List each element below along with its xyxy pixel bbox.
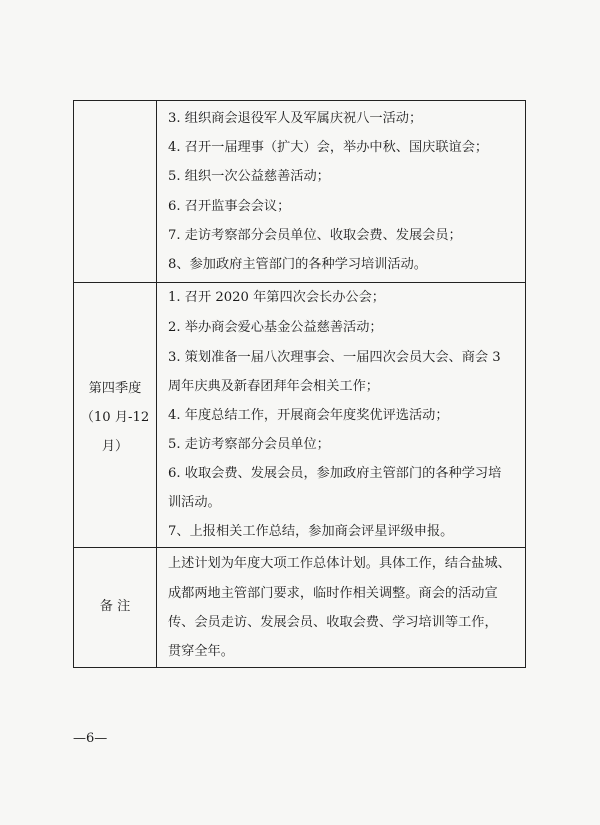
q4-line: 4. 年度总结工作，开展商会年度奖优评选活动； xyxy=(168,408,449,423)
q4-label-line: 第四季度 xyxy=(88,381,142,396)
q4-line: 训活动。 xyxy=(168,495,221,510)
q4-line: 周年庆典及新春团拜年会相关工作； xyxy=(168,379,379,394)
remarks-line: 上述计划为年度大项工作总体计划。具体工作，结合盐城、 xyxy=(168,556,511,571)
q4-line: 3. 策划准备一届八次理事会、一届四次会员大会、商会 3 xyxy=(168,350,501,365)
row-divider-q3-q4 xyxy=(74,282,525,283)
q3-item: 5. 组织一次公益慈善活动； xyxy=(168,169,330,184)
q4-label-line: （10 月-12 xyxy=(80,410,150,425)
remarks-line: 成都两地主管部门要求，临时作相关调整。商会的活动宣 xyxy=(168,586,498,601)
q4-label-line: 月） xyxy=(101,439,129,454)
page-number: —6— xyxy=(73,731,108,746)
row-divider-q4-remarks xyxy=(74,547,525,548)
q3-item: 8、参加政府主管部门的各种学习培训活动。 xyxy=(168,257,427,272)
q3-item: 4. 召开一届理事（扩大）会，举办中秋、国庆联谊会； xyxy=(168,140,489,155)
remarks-label: 备 注 xyxy=(99,599,131,614)
plan-table xyxy=(73,100,526,668)
q4-line: 1. 召开 2020 年第四次会长办公会； xyxy=(168,290,385,305)
q4-line: 7、上报相关工作总结，参加商会评星评级申报。 xyxy=(168,524,454,539)
q3-item: 3. 组织商会退役军人及军属庆祝八一活动； xyxy=(168,111,423,126)
q3-item: 7. 走访考察部分会员单位、收取会费、发展会员； xyxy=(168,228,462,243)
q4-line: 6. 收取会费、发展会员，参加政府主管部门的各种学习培 xyxy=(168,466,502,481)
q4-line: 5. 走访考察部分会员单位； xyxy=(168,437,330,452)
remarks-line: 贯穿全年。 xyxy=(168,644,234,659)
q4-line: 2. 举办商会爱心基金公益慈善活动； xyxy=(168,320,383,335)
q3-item: 6. 召开监事会会议； xyxy=(168,199,291,214)
remarks-line: 传、会员走访、发展会员、收取会费、学习培训等工作， xyxy=(168,615,498,630)
column-divider xyxy=(156,101,157,667)
